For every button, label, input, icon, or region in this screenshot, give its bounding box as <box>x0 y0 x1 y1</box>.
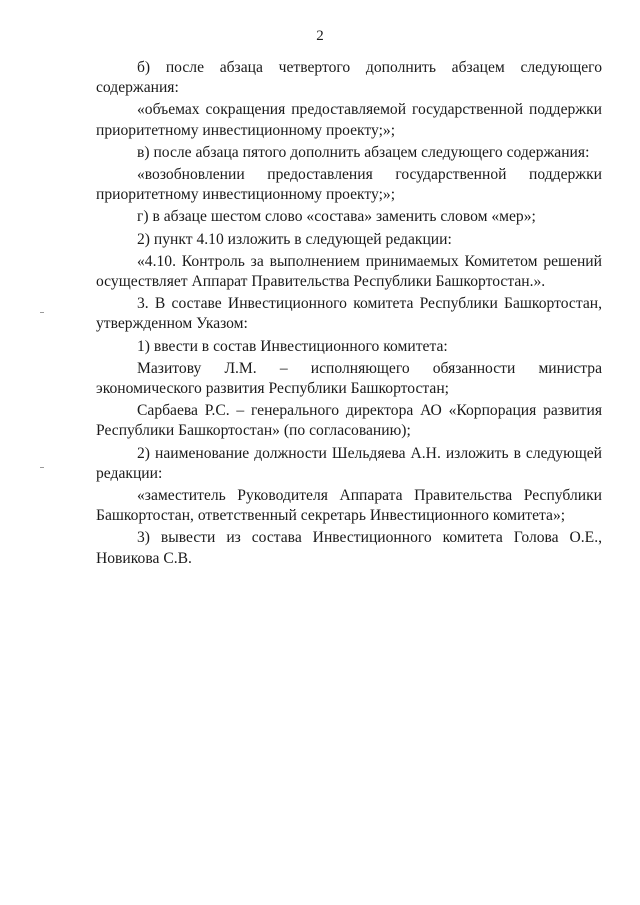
paragraph: Мазитову Л.М. – исполняющего обязанности министра экономического развития Республики Башкортостан; <box>96 359 602 398</box>
page-number: 2 <box>316 28 324 44</box>
paragraph: 3) вывести из состава Инвестиционного комитета Голова О.Е., Новикова С.В. <box>96 529 602 567</box>
paragraph: г) в абзаце шестом слово «состава» заменить словом «мер»; <box>137 208 536 226</box>
paragraph: 2) пункт 4.10 изложить в следующей редакции: <box>137 230 452 248</box>
paragraph: «объемах сокращения предоставляемой государственной поддержки приоритетному инвестиционному проекту;»; <box>96 101 602 139</box>
paragraph: Сарбаева Р.С. – генерального директора АО «Корпорация развития Республики Башкортостан» (по согласованию); <box>96 402 602 440</box>
paragraph: б) после абзаца четвертого дополнить абзацем следующего содержания: <box>96 59 602 97</box>
paragraph: «4.10. Контроль за выполнением принимаемых Комитетом решений осуществляет Аппарат Правительства Республики Башкортостан.». <box>96 252 602 291</box>
paragraph: в) после абзаца пятого дополнить абзацем следующего содержания: <box>137 143 590 161</box>
paragraph: 2) наименование должности Шельдяева А.Н. изложить в следующей редакции: <box>96 444 602 482</box>
margin-mark <box>40 467 44 468</box>
paragraph: 3. В составе Инвестиционного комитета Республики Башкортостан, утвержденном Указом: <box>96 295 602 333</box>
paragraph: «заместитель Руководителя Аппарата Правительства Республики Башкортостан, ответственный секретарь Инвестиционного комитета»; <box>96 487 602 525</box>
document-body <box>96 58 602 569</box>
paragraph: «возобновлении предоставления государственной поддержки приоритетному инвестиционному проекту;»; <box>96 166 602 204</box>
paragraph: 1) ввести в состав Инвестиционного комитета: <box>137 337 448 355</box>
margin-mark <box>40 312 44 313</box>
